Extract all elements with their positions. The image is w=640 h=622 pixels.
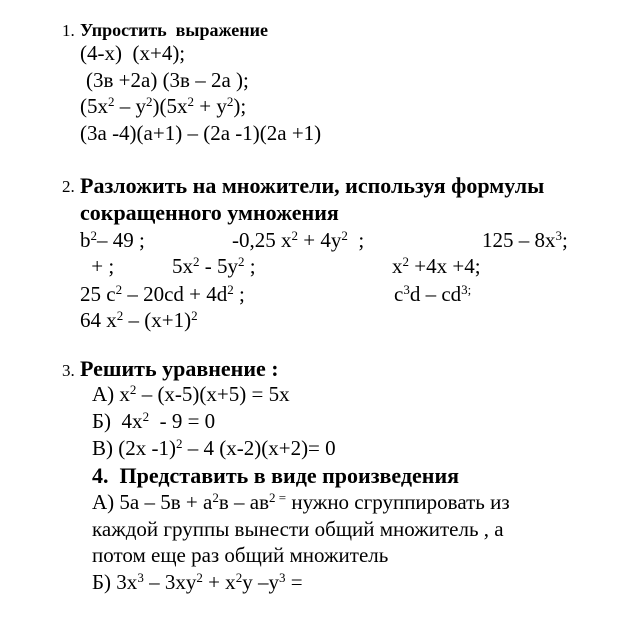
task2-expr-5x2-5y2 (172, 253, 256, 278)
task3-eq-a (92, 381, 290, 406)
math-text: 5x (172, 254, 193, 278)
exponent: 3 (555, 227, 563, 243)
task2-number: 2. (62, 177, 75, 196)
exponent: 2 (227, 281, 234, 297)
math-text: – 3xy (143, 570, 197, 594)
task2-expr-x2-4x-4 (392, 253, 481, 278)
task4-line-b (92, 569, 303, 594)
exponent: 2 (175, 435, 183, 451)
exponent: 2 (193, 253, 200, 269)
task1-expr-4 (80, 123, 321, 144)
math-text: нужно сгруппировать из (286, 490, 510, 514)
task2-expr-plus (86, 256, 114, 277)
task1-number: 1. (62, 21, 75, 40)
task2-expr-025x2 (232, 227, 365, 252)
math-text: + 4y (298, 228, 342, 252)
math-text: ; (244, 254, 256, 278)
exponent: 2 (238, 253, 245, 269)
task4-title: 4. Представить в виде произведения (92, 463, 460, 488)
task2-title-line1: Разложить на множители, используя формулы (80, 173, 545, 198)
task3-title: Решить уравнение : (80, 356, 279, 381)
exponent: 2 (129, 381, 137, 397)
math-text: )(5x (152, 94, 188, 118)
math-text: d – cd (409, 282, 462, 306)
math-text: y –y (242, 570, 279, 594)
task1-expr-1 (80, 43, 185, 64)
math-text: + y (194, 94, 227, 118)
math-text: - 9 = 0 (149, 409, 216, 433)
math-text: (3в +2а) (3в – 2а ); (86, 68, 249, 92)
exponent: 2 (402, 253, 410, 269)
math-text: ; (562, 228, 568, 252)
task4-line-a2: каждой группы вынести общий множитель , а (92, 517, 504, 541)
math-text: – (x-5)(x+5) = 5x (136, 382, 290, 406)
exponent: 2 (291, 227, 299, 243)
math-text: А) x (92, 382, 130, 406)
exponent: 2 (341, 227, 348, 243)
math-text: ; (233, 282, 245, 306)
task2-expr-25c2 (80, 281, 245, 306)
exponent: 2 (187, 93, 195, 109)
math-text: + x (202, 570, 236, 594)
math-text: +4x +4; (409, 254, 481, 278)
task2-expr-b2-49 (80, 227, 145, 252)
math-text: в – ав (218, 490, 269, 514)
task1-expr-3 (80, 93, 247, 118)
task4-line-a (92, 489, 510, 514)
math-text: – y (114, 94, 147, 118)
exponent: 2 (212, 489, 219, 505)
task3-number: 3. (62, 361, 75, 380)
exponent: 2 (116, 307, 124, 323)
math-text: А) 5а – 5в + а (92, 490, 213, 514)
task1-title: Упростить выражение (80, 20, 268, 40)
math-text: ; (347, 228, 365, 252)
exponent: 2 = (268, 489, 287, 505)
math-text: – (x+1) (123, 308, 192, 332)
task1-expr-2 (86, 70, 249, 91)
math-text: (5x (80, 94, 108, 118)
math-text: c (394, 282, 404, 306)
math-text: + ; (86, 254, 115, 278)
task4-line-a3: потом еще раз общий множитель (92, 543, 389, 567)
exponent: 2 (115, 281, 123, 297)
math-text: 25 c (80, 282, 116, 306)
exponent: 2 (196, 569, 203, 585)
math-text: – 49 ; (97, 228, 145, 252)
exponent: 2 (226, 93, 234, 109)
task2-title-line2: сокращенного умножения (80, 200, 339, 225)
math-text: - 5y (199, 254, 239, 278)
math-text: b (80, 228, 91, 252)
exponent: 2 (146, 93, 153, 109)
math-text: В) (2x -1) (92, 436, 176, 460)
math-text: 125 – 8x (482, 228, 556, 252)
math-text: – 4 (x-2)(x+2)= 0 (182, 436, 336, 460)
exponent: 3; (461, 281, 472, 297)
math-text: (4-x) (x+4); (80, 41, 186, 65)
task3-eq-b (92, 408, 216, 433)
exponent: 3 (278, 569, 286, 585)
math-text: 64 x (80, 308, 117, 332)
exponent: 3 (137, 569, 144, 585)
task2-expr-125-8x3 (482, 227, 568, 252)
exponent: 2 (235, 569, 243, 585)
math-text: ); (233, 94, 247, 118)
math-text: Б) 3x (92, 570, 138, 594)
math-text: (3a -4)(a+1) – (2a -1)(2a +1) (80, 121, 322, 145)
math-text: Б) 4x (92, 409, 143, 433)
exponent: 2 (108, 93, 115, 109)
task2-expr-64x2 (80, 307, 198, 332)
exponent: 3 (403, 281, 410, 297)
exponent: 2 (142, 408, 150, 424)
math-text: – 20cd + 4d (122, 282, 228, 306)
exponent: 2 (191, 307, 198, 323)
task3-eq-v (92, 435, 336, 460)
math-text: = (285, 570, 303, 594)
exponent: 2 (90, 227, 98, 243)
task2-expr-c3d (394, 281, 472, 306)
math-text: x (392, 254, 403, 278)
math-text: -0,25 x (232, 228, 292, 252)
